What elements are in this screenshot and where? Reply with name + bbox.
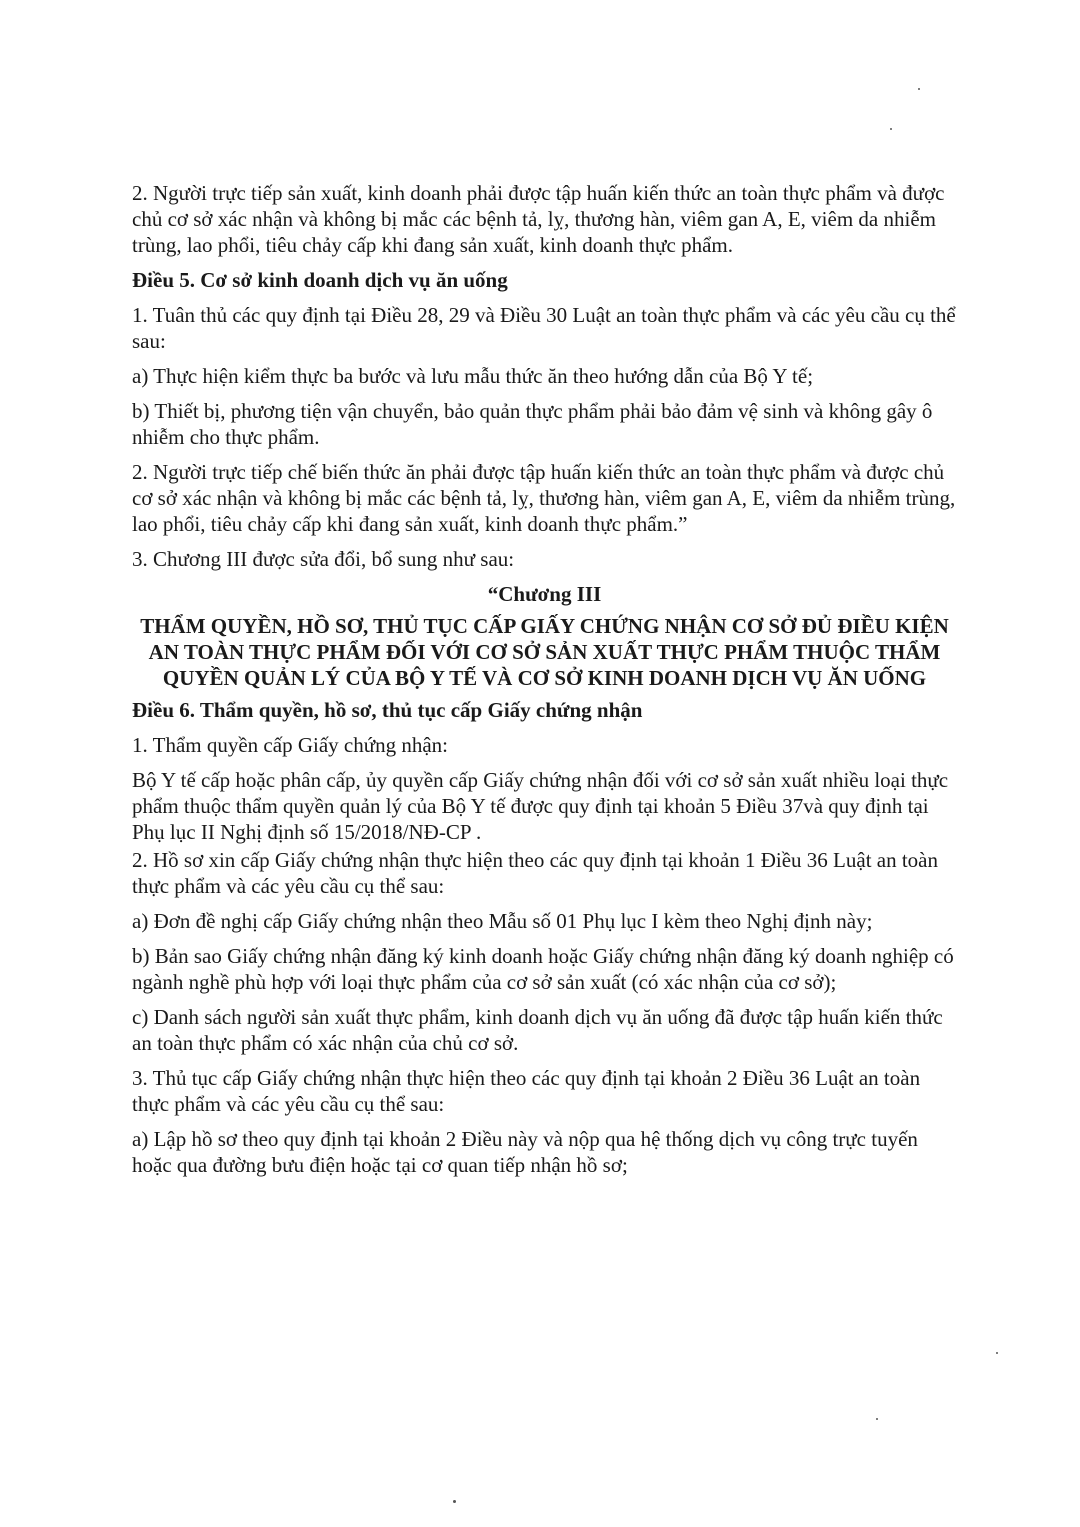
paragraph-article-6-clause-3-point-a: a) Lập hồ sơ theo quy định tại khoản 2 Điều này và nộp qua hệ thống dịch vụ công trực tuyến hoặc qua đường bưu điện hoặc tại cơ quan tiếp nhận hồ sơ; [132,1127,918,1177]
paragraph-worker-training: 2. Người trực tiếp sản xuất, kinh doanh phải được tập huấn kiến thức an toàn thực phẩm và được chủ cơ sở xác nhận và không bị mắc các bệnh tả, lỵ, thương hàn, viêm gan A, E, viêm da nhiễm trùng, lao phổi, tiêu chảy cấp khi đang sản xuất, kinh doanh thực phẩm. [132,181,945,257]
scan-speck [453,1500,456,1503]
paragraph-article-5-point-a: a) Thực hiện kiểm thực ba bước và lưu mẫu thức ăn theo hướng dẫn của Bộ Y tế; [132,364,814,388]
chapter-title: “Chương III [487,582,602,606]
scan-speck [996,1352,998,1354]
article-5-heading: Điều 5. Cơ sở kinh doanh dịch vụ ăn uống [132,268,508,292]
paragraph-chapter-amendment: 3. Chương III được sửa đổi, bổ sung như sau: [132,547,515,571]
chapter-subtitle: THẨM QUYỀN, HỒ SƠ, THỦ TỤC CẤP GIẤY CHỨNG NHẬN CƠ SỞ ĐỦ ĐIỀU KIỆN AN TOÀN THỰC PHẨM ĐỐI VỚI CƠ SỞ SẢN XUẤT THỰC PHẨM THUỘC THẨM QUYỀN QUẢN LÝ CỦA BỘ Y TẾ VÀ CƠ SỞ KINH DOANH DỊCH VỤ ĂN UỐNG [140,614,949,690]
article-6-heading: Điều 6. Thẩm quyền, hồ sơ, thủ tục cấp Giấy chứng nhận [132,698,643,722]
paragraph-article-6-clause-3: 3. Thủ tục cấp Giấy chứng nhận thực hiện theo các quy định tại khoản 2 Điều 36 Luật an toàn thực phẩm và các yêu cầu cụ thể sau: [132,1066,921,1116]
scan-speck [890,128,892,130]
paragraph-article-5-point-b: b) Thiết bị, phương tiện vận chuyển, bảo quản thực phẩm phải bảo đảm vệ sinh và không gây ô nhiễm cho thực phẩm. [132,399,933,449]
scan-speck [918,88,920,90]
paragraph-article-6-point-b: b) Bản sao Giấy chứng nhận đăng ký kinh doanh hoặc Giấy chứng nhận đăng ký doanh nghiệp có ngành nghề phù hợp với loại thực phẩm của cơ sở sản xuất (có xác nhận của cơ sở); [132,944,954,994]
scan-speck [876,1418,878,1420]
document-body [132,180,957,1187]
paragraph-article-5-clause-1: 1. Tuân thủ các quy định tại Điều 28, 29 và Điều 30 Luật an toàn thực phẩm và các yêu cầu cụ thể sau: [132,303,956,353]
paragraph-article-6-clause-1: 1. Thẩm quyền cấp Giấy chứng nhận: [132,733,448,757]
paragraph-article-6-point-a: a) Đơn đề nghị cấp Giấy chứng nhận theo Mẫu số 01 Phụ lục I kèm theo Nghị định này; [132,909,873,933]
paragraph-article-6-authority: Bộ Y tế cấp hoặc phân cấp, ủy quyền cấp Giấy chứng nhận đối với cơ sở sản xuất nhiều loại thực phẩm thuộc thẩm quyền quản lý của Bộ Y tế được quy định tại khoản 5 Điều 37và quy định tại Phụ lục II Nghị định số 15/2018/NĐ-CP . [132,768,949,844]
paragraph-article-5-clause-2: 2. Người trực tiếp chế biến thức ăn phải được tập huấn kiến thức an toàn thực phẩm và được chủ cơ sở xác nhận và không bị mắc các bệnh tả, lỵ, thương hàn, viêm gan A, E, viêm da nhiễm trùng, lao phổi, tiêu chảy cấp khi đang sản xuất, kinh doanh thực phẩm.” [132,460,956,536]
paragraph-article-6-point-c: c) Danh sách người sản xuất thực phẩm, kinh doanh dịch vụ ăn uống đã được tập huấn kiến thức an toàn thực phẩm có xác nhận của chủ cơ sở. [132,1005,943,1055]
paragraph-article-6-clause-2: 2. Hồ sơ xin cấp Giấy chứng nhận thực hiện theo các quy định tại khoản 1 Điều 36 Luật an toàn thực phẩm và các yêu cầu cụ thể sau: [132,848,938,898]
